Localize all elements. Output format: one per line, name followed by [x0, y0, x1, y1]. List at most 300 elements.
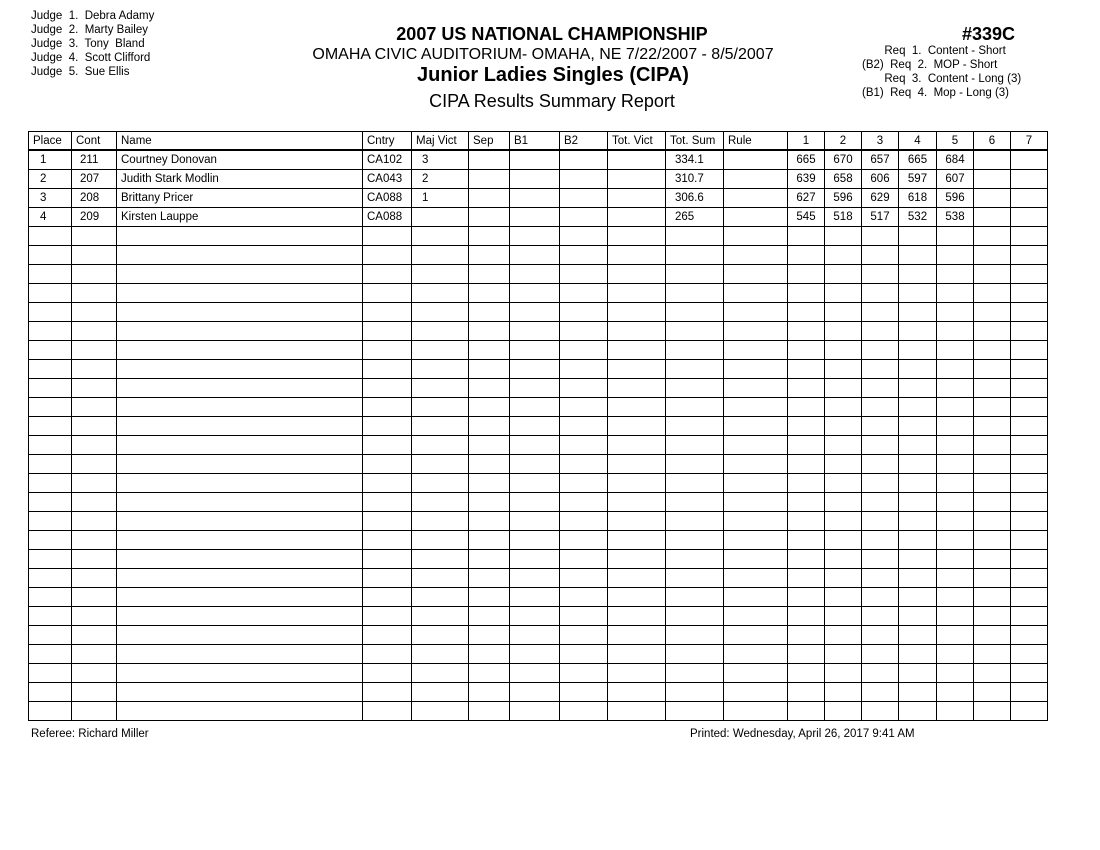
table-cell: [825, 322, 862, 341]
table-cell: [666, 360, 724, 379]
table-cell: [937, 607, 974, 626]
table-cell: [412, 341, 469, 360]
table-cell: [666, 664, 724, 683]
table-cell: CA043: [363, 170, 412, 189]
table-cell: [1011, 189, 1048, 208]
table-header-row: [29, 132, 1048, 151]
table-cell: [510, 227, 560, 246]
table-cell: [937, 531, 974, 550]
table-cell: [825, 436, 862, 455]
table-cell: [1011, 664, 1048, 683]
table-cell: [29, 550, 72, 569]
table-cell: [899, 360, 937, 379]
table-cell: [560, 493, 608, 512]
table-cell: [363, 379, 412, 398]
table-cell: [825, 303, 862, 322]
table-cell: [608, 208, 666, 227]
table-cell: [899, 284, 937, 303]
column-header: 4: [899, 132, 937, 151]
table-cell: [937, 569, 974, 588]
table-cell: 596: [937, 189, 974, 208]
table-cell: [608, 227, 666, 246]
table-cell: [724, 550, 788, 569]
table-cell: [412, 284, 469, 303]
table-cell: [862, 702, 899, 721]
table-cell: [937, 360, 974, 379]
table-cell: [363, 360, 412, 379]
table-cell: [469, 645, 510, 664]
table-cell: [937, 493, 974, 512]
table-cell: [363, 569, 412, 588]
table-cell: [825, 626, 862, 645]
table-cell: [666, 227, 724, 246]
table-cell: [1011, 341, 1048, 360]
table-cell: [608, 265, 666, 284]
table-cell: [899, 607, 937, 626]
table-cell: [469, 379, 510, 398]
table-cell: [363, 607, 412, 626]
table-cell: [666, 455, 724, 474]
table-cell: 1: [29, 150, 72, 170]
table-cell: [825, 645, 862, 664]
empty-table-row: [29, 474, 1048, 493]
table-cell: [510, 683, 560, 702]
table-cell: [788, 322, 825, 341]
table-cell: [1011, 170, 1048, 189]
table-cell: 657: [862, 150, 899, 170]
table-cell: [412, 569, 469, 588]
table-cell: [469, 284, 510, 303]
table-cell: [788, 341, 825, 360]
table-cell: [724, 170, 788, 189]
table-cell: [510, 150, 560, 170]
table-cell: [469, 303, 510, 322]
table-cell: [825, 588, 862, 607]
table-cell: 629: [862, 189, 899, 208]
table-cell: [666, 645, 724, 664]
column-header: Maj Vict: [412, 132, 469, 151]
table-cell: [117, 512, 363, 531]
table-cell: [1011, 550, 1048, 569]
table-cell: [560, 569, 608, 588]
table-cell: 265: [666, 208, 724, 227]
table-cell: [469, 512, 510, 531]
table-cell: [510, 455, 560, 474]
table-cell: [412, 702, 469, 721]
table-cell: [724, 341, 788, 360]
table-cell: [510, 607, 560, 626]
table-cell: [412, 588, 469, 607]
empty-table-row: [29, 436, 1048, 455]
table-cell: [899, 246, 937, 265]
report-title: CIPA Results Summary Report: [429, 91, 675, 111]
table-cell: [937, 379, 974, 398]
table-cell: [974, 341, 1011, 360]
table-cell: [510, 341, 560, 360]
table-row: [29, 208, 1048, 227]
table-cell: [412, 379, 469, 398]
table-cell: [29, 417, 72, 436]
table-cell: [412, 645, 469, 664]
table-cell: [825, 512, 862, 531]
table-cell: [788, 550, 825, 569]
table-cell: [363, 436, 412, 455]
table-cell: [117, 360, 363, 379]
table-cell: [608, 664, 666, 683]
table-cell: [72, 550, 117, 569]
table-cell: [899, 512, 937, 531]
table-cell: [412, 265, 469, 284]
empty-table-row: [29, 398, 1048, 417]
judge-5: Judge 5. Sue Ellis: [31, 66, 130, 78]
table-cell: 3: [29, 189, 72, 208]
table-cell: 658: [825, 170, 862, 189]
table-cell: [469, 360, 510, 379]
table-cell: [363, 303, 412, 322]
table-cell: [825, 531, 862, 550]
table-cell: 532: [899, 208, 937, 227]
table-cell: [363, 588, 412, 607]
table-cell: [724, 265, 788, 284]
table-cell: [72, 512, 117, 531]
column-header: 6: [974, 132, 1011, 151]
table-cell: [899, 493, 937, 512]
table-cell: [825, 702, 862, 721]
table-cell: [974, 398, 1011, 417]
column-header: 2: [825, 132, 862, 151]
table-cell: [117, 246, 363, 265]
table-cell: [974, 303, 1011, 322]
table-cell: [560, 398, 608, 417]
table-cell: [363, 227, 412, 246]
table-cell: [937, 322, 974, 341]
table-cell: [608, 702, 666, 721]
table-cell: [1011, 493, 1048, 512]
table-cell: [469, 322, 510, 341]
table-cell: [899, 436, 937, 455]
table-cell: [469, 341, 510, 360]
table-cell: [724, 493, 788, 512]
table-cell: [724, 284, 788, 303]
table-cell: [788, 227, 825, 246]
table-cell: [608, 550, 666, 569]
table-cell: [117, 265, 363, 284]
table-body: [29, 150, 1048, 721]
table-cell: 207: [72, 170, 117, 189]
table-cell: [29, 379, 72, 398]
table-cell: [937, 645, 974, 664]
table-cell: [862, 417, 899, 436]
table-cell: [72, 531, 117, 550]
table-cell: [560, 208, 608, 227]
table-cell: [117, 626, 363, 645]
table-cell: [510, 702, 560, 721]
table-cell: [72, 246, 117, 265]
table-cell: 596: [825, 189, 862, 208]
table-cell: [72, 455, 117, 474]
table-cell: [363, 417, 412, 436]
table-cell: [862, 436, 899, 455]
table-cell: [117, 531, 363, 550]
table-cell: [560, 265, 608, 284]
table-cell: [862, 379, 899, 398]
table-cell: [412, 474, 469, 493]
table-cell: [862, 683, 899, 702]
table-cell: [862, 360, 899, 379]
table-cell: [937, 284, 974, 303]
table-cell: [862, 303, 899, 322]
table-cell: [469, 246, 510, 265]
table-cell: 545: [788, 208, 825, 227]
column-header: B1: [510, 132, 560, 151]
table-cell: [560, 150, 608, 170]
table-cell: [974, 531, 1011, 550]
table-cell: [72, 474, 117, 493]
table-cell: 334.1: [666, 150, 724, 170]
table-cell: [1011, 303, 1048, 322]
table-cell: [1011, 531, 1048, 550]
table-cell: [862, 265, 899, 284]
table-cell: [862, 550, 899, 569]
table-cell: [825, 569, 862, 588]
table-cell: [899, 664, 937, 683]
table-cell: [862, 493, 899, 512]
table-cell: [862, 626, 899, 645]
table-cell: [788, 645, 825, 664]
table-cell: [469, 683, 510, 702]
table-cell: [117, 284, 363, 303]
table-cell: [469, 588, 510, 607]
empty-table-row: [29, 645, 1048, 664]
table-cell: [469, 227, 510, 246]
table-cell: [974, 208, 1011, 227]
table-cell: [72, 607, 117, 626]
table-cell: [724, 436, 788, 455]
table-cell: [1011, 683, 1048, 702]
table-cell: [560, 341, 608, 360]
table-cell: [974, 607, 1011, 626]
table-cell: [469, 569, 510, 588]
table-cell: [724, 531, 788, 550]
table-cell: 670: [825, 150, 862, 170]
table-cell: [560, 303, 608, 322]
column-header: Tot. Sum: [666, 132, 724, 151]
table-cell: [825, 683, 862, 702]
table-cell: [510, 360, 560, 379]
table-cell: [1011, 512, 1048, 531]
table-cell: [666, 303, 724, 322]
table-cell: 639: [788, 170, 825, 189]
table-cell: [937, 398, 974, 417]
table-cell: [1011, 246, 1048, 265]
table-cell: [1011, 455, 1048, 474]
table-cell: [724, 683, 788, 702]
table-cell: [560, 189, 608, 208]
table-cell: [560, 246, 608, 265]
table-cell: [825, 246, 862, 265]
table-cell: [72, 569, 117, 588]
table-cell: [974, 265, 1011, 284]
table-cell: [825, 379, 862, 398]
table-cell: [974, 150, 1011, 170]
table-cell: [469, 531, 510, 550]
table-cell: [560, 531, 608, 550]
table-cell: [937, 265, 974, 284]
table-cell: [412, 398, 469, 417]
table-cell: [29, 531, 72, 550]
table-cell: [117, 493, 363, 512]
empty-table-row: [29, 569, 1048, 588]
table-cell: [825, 493, 862, 512]
table-cell: [469, 702, 510, 721]
table-cell: [724, 474, 788, 493]
table-cell: [29, 493, 72, 512]
table-cell: [974, 702, 1011, 721]
table-cell: [29, 227, 72, 246]
table-cell: [862, 512, 899, 531]
table-cell: [72, 379, 117, 398]
table-cell: [560, 170, 608, 189]
printed-timestamp: Printed: Wednesday, April 26, 2017 9:41 AM: [690, 728, 915, 740]
table-cell: [363, 246, 412, 265]
table-row: [29, 170, 1048, 189]
table-cell: [974, 569, 1011, 588]
table-cell: [560, 683, 608, 702]
table-cell: [510, 284, 560, 303]
empty-table-row: [29, 550, 1048, 569]
table-cell: [788, 569, 825, 588]
table-cell: [72, 360, 117, 379]
table-cell: [29, 360, 72, 379]
requirement-2: (B2) Req 2. MOP - Short: [862, 59, 998, 71]
table-cell: [937, 417, 974, 436]
table-cell: [510, 626, 560, 645]
table-cell: [363, 512, 412, 531]
table-cell: 606: [862, 170, 899, 189]
table-cell: [666, 626, 724, 645]
table-cell: [666, 493, 724, 512]
table-cell: [510, 303, 560, 322]
table-cell: [666, 702, 724, 721]
table-cell: [469, 265, 510, 284]
table-cell: 2: [29, 170, 72, 189]
column-header: 7: [1011, 132, 1048, 151]
table-cell: [29, 398, 72, 417]
table-cell: [117, 436, 363, 455]
column-header: Rule: [724, 132, 788, 151]
table-cell: [469, 208, 510, 227]
column-header: Cntry: [363, 132, 412, 151]
requirement-1: Req 1. Content - Short: [862, 45, 1006, 57]
table-cell: 618: [899, 189, 937, 208]
table-cell: [788, 417, 825, 436]
table-cell: [666, 683, 724, 702]
requirement-4: (B1) Req 4. Mop - Long (3): [862, 87, 1010, 99]
table-cell: [608, 246, 666, 265]
table-cell: [363, 664, 412, 683]
table-cell: [469, 417, 510, 436]
table-cell: [510, 664, 560, 683]
table-cell: [899, 341, 937, 360]
table-cell: [825, 417, 862, 436]
table-cell: [724, 360, 788, 379]
table-cell: [825, 664, 862, 683]
table-cell: [666, 569, 724, 588]
table-cell: [974, 170, 1011, 189]
table-cell: 597: [899, 170, 937, 189]
table-cell: [72, 303, 117, 322]
table-cell: [510, 436, 560, 455]
empty-table-row: [29, 702, 1048, 721]
table-cell: [899, 626, 937, 645]
table-cell: [510, 569, 560, 588]
table-cell: [29, 683, 72, 702]
table-cell: [363, 322, 412, 341]
table-cell: 310.7: [666, 170, 724, 189]
table-cell: [899, 531, 937, 550]
table-cell: [899, 322, 937, 341]
table-cell: [937, 436, 974, 455]
requirements-list: [862, 44, 1021, 100]
table-cell: [510, 246, 560, 265]
table-cell: [974, 588, 1011, 607]
table-cell: [510, 189, 560, 208]
table-cell: [666, 588, 724, 607]
table-cell: [469, 664, 510, 683]
table-cell: CA088: [363, 189, 412, 208]
table-cell: [560, 588, 608, 607]
table-cell: [29, 588, 72, 607]
table-cell: [469, 626, 510, 645]
table-cell: [974, 664, 1011, 683]
table-cell: [469, 493, 510, 512]
table-cell: [825, 360, 862, 379]
table-cell: [724, 417, 788, 436]
table-cell: [1011, 322, 1048, 341]
table-cell: 209: [72, 208, 117, 227]
table-cell: [510, 379, 560, 398]
table-cell: [862, 341, 899, 360]
table-cell: [608, 493, 666, 512]
table-cell: [412, 512, 469, 531]
table-cell: [724, 588, 788, 607]
table-cell: [29, 702, 72, 721]
empty-table-row: [29, 341, 1048, 360]
table-cell: [469, 455, 510, 474]
championship-title: 2007 US NATIONAL CHAMPIONSHIP: [396, 24, 708, 44]
table-cell: [788, 531, 825, 550]
results-table: [28, 131, 1048, 721]
table-cell: [510, 170, 560, 189]
table-cell: [825, 550, 862, 569]
table-cell: Judith Stark Modlin: [117, 170, 363, 189]
table-cell: [412, 208, 469, 227]
table-cell: [862, 607, 899, 626]
column-header: B2: [560, 132, 608, 151]
table-cell: [29, 474, 72, 493]
table-cell: [608, 683, 666, 702]
table-cell: [560, 436, 608, 455]
table-cell: [412, 246, 469, 265]
table-cell: [724, 702, 788, 721]
judge-3: Judge 3. Tony Bland: [31, 38, 145, 50]
table-cell: [1011, 436, 1048, 455]
table-cell: [510, 417, 560, 436]
table-cell: [117, 645, 363, 664]
table-cell: [608, 569, 666, 588]
table-row: [29, 189, 1048, 208]
table-cell: [72, 398, 117, 417]
